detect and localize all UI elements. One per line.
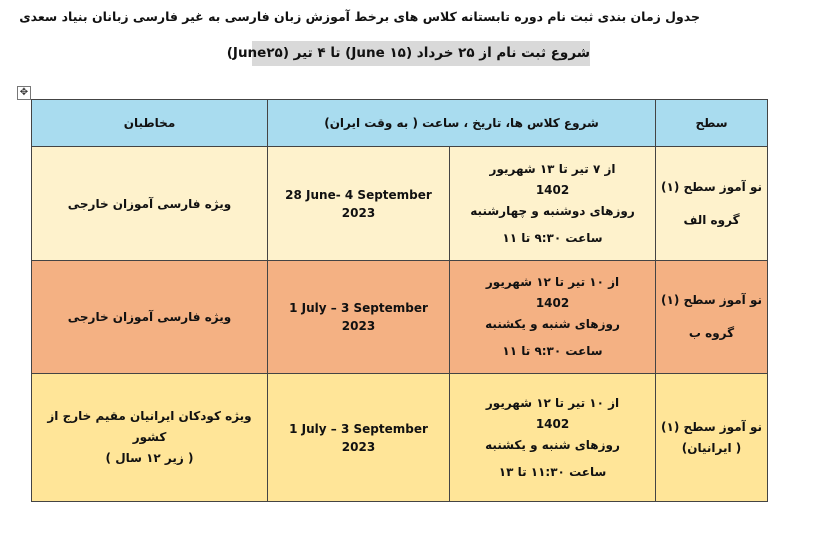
audience-text: ویژه کودکان ایرانیان مقیم خارج از کشور bbox=[47, 409, 252, 444]
level-group: گروه الف bbox=[683, 212, 740, 227]
level-name: نو آموز سطح (۱) bbox=[661, 293, 762, 307]
start-time: ساعت ۱۱:۳۰ تا ۱۳ bbox=[498, 464, 607, 479]
dates-range: 1 July – 3 September bbox=[289, 421, 428, 436]
audience-cell bbox=[32, 374, 268, 502]
start-range: از ۷ تیر تا ۱۳ شهریور bbox=[489, 161, 616, 176]
start-persian-cell bbox=[450, 374, 656, 502]
table-row bbox=[32, 374, 768, 502]
start-range: از ۱۰ تیر تا ۱۲ شهریور bbox=[485, 395, 620, 410]
dates-year: 2023 bbox=[341, 205, 376, 220]
dates-range: 28 June- 4 September bbox=[285, 187, 432, 202]
level-name: نو آموز سطح (۱) bbox=[661, 419, 762, 434]
start-persian-cell bbox=[450, 261, 656, 374]
start-year: 1402 bbox=[535, 182, 570, 197]
start-range: از ۱۰ تیر تا ۱۲ شهریور bbox=[485, 275, 620, 289]
level-group: گروه ب bbox=[688, 326, 735, 340]
start-time: ساعت ۹:۳۰ تا ۱۱ bbox=[502, 344, 603, 358]
start-persian-cell bbox=[450, 147, 656, 261]
dates-year: 2023 bbox=[341, 439, 376, 454]
level-cell bbox=[656, 374, 768, 502]
registration-period: شروع ثبت نام از ۲۵ خرداد (June ۱۵) تا ۴ تیر (June۲۵) bbox=[252, 41, 590, 66]
dates-year: 2023 bbox=[341, 319, 376, 333]
level-cell bbox=[656, 261, 768, 374]
audience-cell: ویژه فارسی آموزان خارجی bbox=[32, 261, 268, 374]
table-row bbox=[32, 261, 768, 374]
start-days: روزهای شنبه و یکشنبه bbox=[485, 437, 620, 452]
start-days: روزهای شنبه و یکشنبه bbox=[485, 317, 620, 331]
header-audience: مخاطبان bbox=[32, 100, 268, 147]
audience-age: ( زیر ۱۲ سال ) bbox=[105, 451, 194, 465]
table-move-handle-icon[interactable]: ✥ bbox=[17, 86, 31, 100]
audience-cell: ویژه فارسی آموزان خارجی bbox=[32, 147, 268, 261]
document-title: جدول زمان بندی ثبت نام دوره تابستانه کلاس های برخط آموزش زبان فارسی به غیر فارسی زبانان بنیاد سعدی bbox=[19, 9, 700, 24]
dates-gregorian-cell bbox=[268, 374, 450, 502]
table-header-row bbox=[32, 100, 768, 147]
level-cell bbox=[656, 147, 768, 261]
start-time: ساعت ۹:۳۰ تا ۱۱ bbox=[502, 230, 603, 245]
header-level: سطح bbox=[656, 100, 768, 147]
schedule-table bbox=[31, 99, 768, 502]
table-row bbox=[32, 147, 768, 261]
header-start: شروع کلاس ها، تاریخ ، ساعت ( به وقت ایران) bbox=[268, 100, 656, 147]
start-days: روزهای دوشنبه و چهارشنبه bbox=[470, 203, 635, 218]
start-year: 1402 bbox=[535, 296, 570, 310]
start-year: 1402 bbox=[535, 416, 570, 431]
dates-range: 1 July – 3 September bbox=[289, 301, 428, 315]
level-name: نو آموز سطح (۱) bbox=[661, 179, 762, 194]
dates-gregorian-cell bbox=[268, 261, 450, 374]
level-group: ( ایرانیان) bbox=[681, 440, 742, 455]
dates-gregorian-cell bbox=[268, 147, 450, 261]
